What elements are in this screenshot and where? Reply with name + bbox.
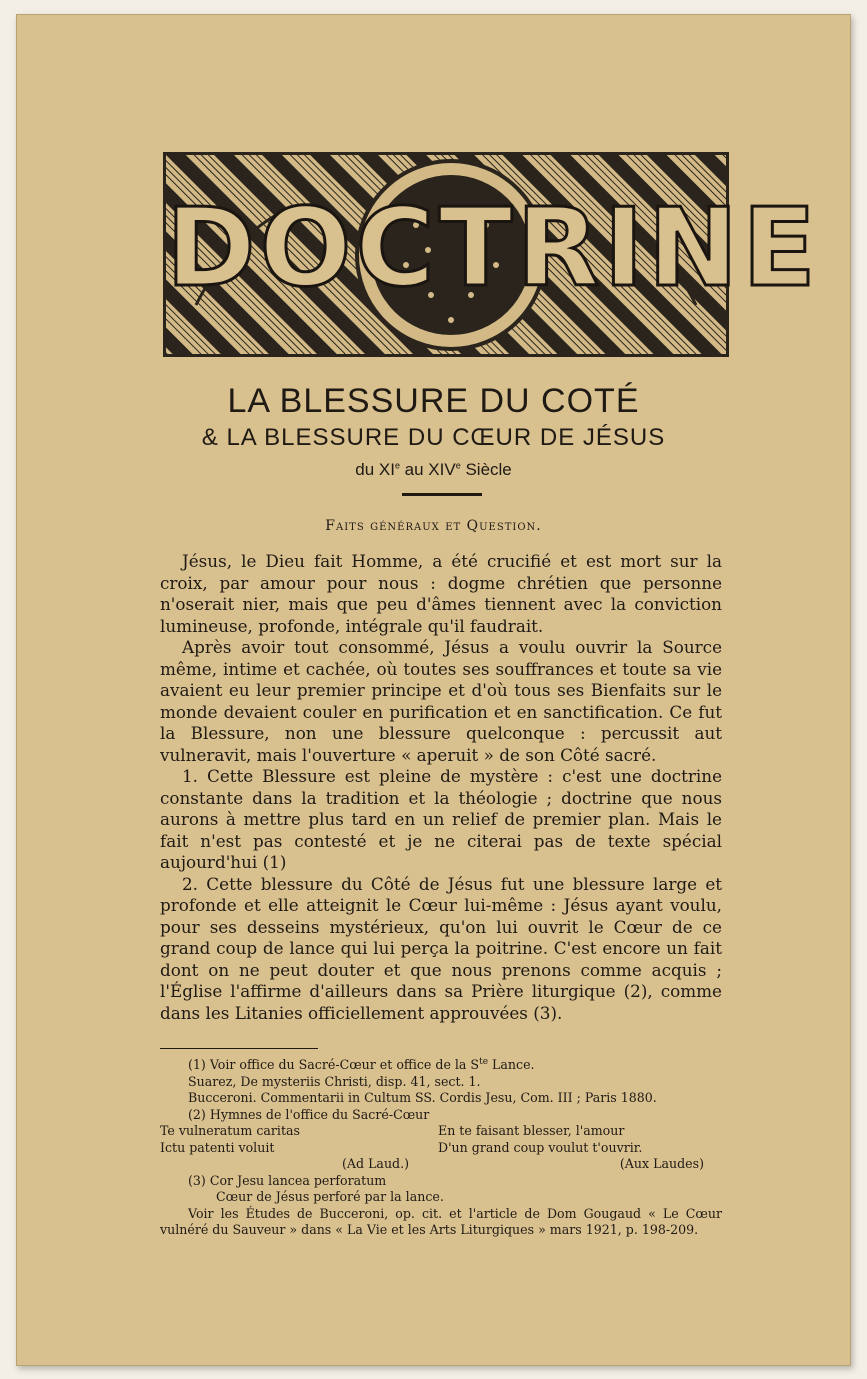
hymn-latin-1: Te vulneratum caritas: [160, 1123, 300, 1139]
hymn-sources: [160, 1156, 722, 1173]
body-text: [160, 551, 722, 1024]
hymn-french-2: D'un grand coup voulut t'ouvrir.: [438, 1139, 643, 1155]
footnote-1-bucceroni: Bucceroni. Commentarii in Cultum SS. Cordis Jesu, Com. III ; Paris 1880.: [188, 1090, 657, 1106]
source-ad-laud: (Ad Laud.): [342, 1156, 410, 1172]
hymn-latin-2: Ictu patenti voluit: [160, 1139, 275, 1155]
title-line-1: LA BLESSURE DU COTÉ: [227, 382, 640, 420]
paragraph: Après avoir tout consommé, Jésus a voulu ouvrir la Source même, intime et cachée, où toutes ses souffrances et toute sa vie avaient eu leur premier principe et d'où tous ses Bienfaits sur le monde devaient couler en purification et en sanctification. Ce fut la Blessure, non une blessure quelconque : percussit aut vulneravit, mais l'ouverture « aperuit » de son Côté sacré.: [160, 637, 722, 765]
title-line-3: du XIe au XIVe Siècle: [355, 460, 512, 479]
hymn-french-1: En te faisant blesser, l'amour: [438, 1123, 625, 1139]
paragraph: 1. Cette Blessure est pleine de mystère : c'est une doctrine constante dans la tradition et la théologie ; doctrine que nous aurons à mettre plus tard en un relief de premier plan. Mais le fait n'est pas contesté et je ne citerai pas de texte spécial aujourd'hui (1): [160, 766, 722, 872]
footnote-3: (3) Cor Jesu lancea perforatum: [188, 1172, 387, 1188]
paragraph: Jésus, le Dieu fait Homme, a été crucifié et est mort sur la croix, par amour pour nous : dogme chrétien que personne n'oserait nier, mais que peu d'âmes tiennent avec la conviction lumineuse, profonde, intégrale qu'il faudrait.: [160, 551, 722, 636]
footnote-1-suarez: Suarez, De mysteriis Christi, disp. 41, sect. 1.: [188, 1073, 481, 1089]
paragraph: 2. Cette blessure du Côté de Jésus fut une blessure large et profonde et elle atteignit le Cœur lui-même : Jésus ayant voulu, pour ses desseins mystérieux, qu'on lui ouvrit le Cœur de ce grand coup de lance qui lui perça la poitrine. C'est encore un fait dont on ne peut douter et que nous prenons comme acquis ; l'Église l'affirme d'ailleurs dans sa Prière liturgique (2), comme dans les Litanies officiellement approuvées (3).: [160, 873, 722, 1023]
footnote-final: Voir les Études de Bucceroni, op. cit. et l'article de Dom Gougaud « Le Cœur vulnéré du Sauveur » dans « La Vie et les Arts Liturgiques » mars 1921, p. 198-209.: [160, 1205, 722, 1238]
banner-title: DOCTRINE: [166, 186, 820, 311]
title-line-2: & LA BLESSURE DU CŒUR DE JÉSUS: [201, 424, 666, 451]
hymn-line-2: [160, 1140, 722, 1157]
footnotes: [160, 1054, 722, 1239]
footnote-3-french: Cœur de Jésus perforé par la lance.: [216, 1189, 444, 1205]
footnote-1: (1) Voir office du Sacré-Cœur et office de la $S^{te}$ Lance.: [188, 1057, 535, 1073]
footnote-2: (2) Hymnes de l'office du Sacré-Cœur: [188, 1106, 430, 1122]
doctrine-banner: [163, 152, 820, 357]
source-aux-laudes: (Aux Laudes): [619, 1156, 704, 1172]
title-rule: [402, 493, 482, 496]
footnote-rule: [160, 1048, 318, 1049]
section-heading: Faits généraux et Question.: [325, 518, 542, 534]
hymn-line-1: [160, 1123, 722, 1140]
